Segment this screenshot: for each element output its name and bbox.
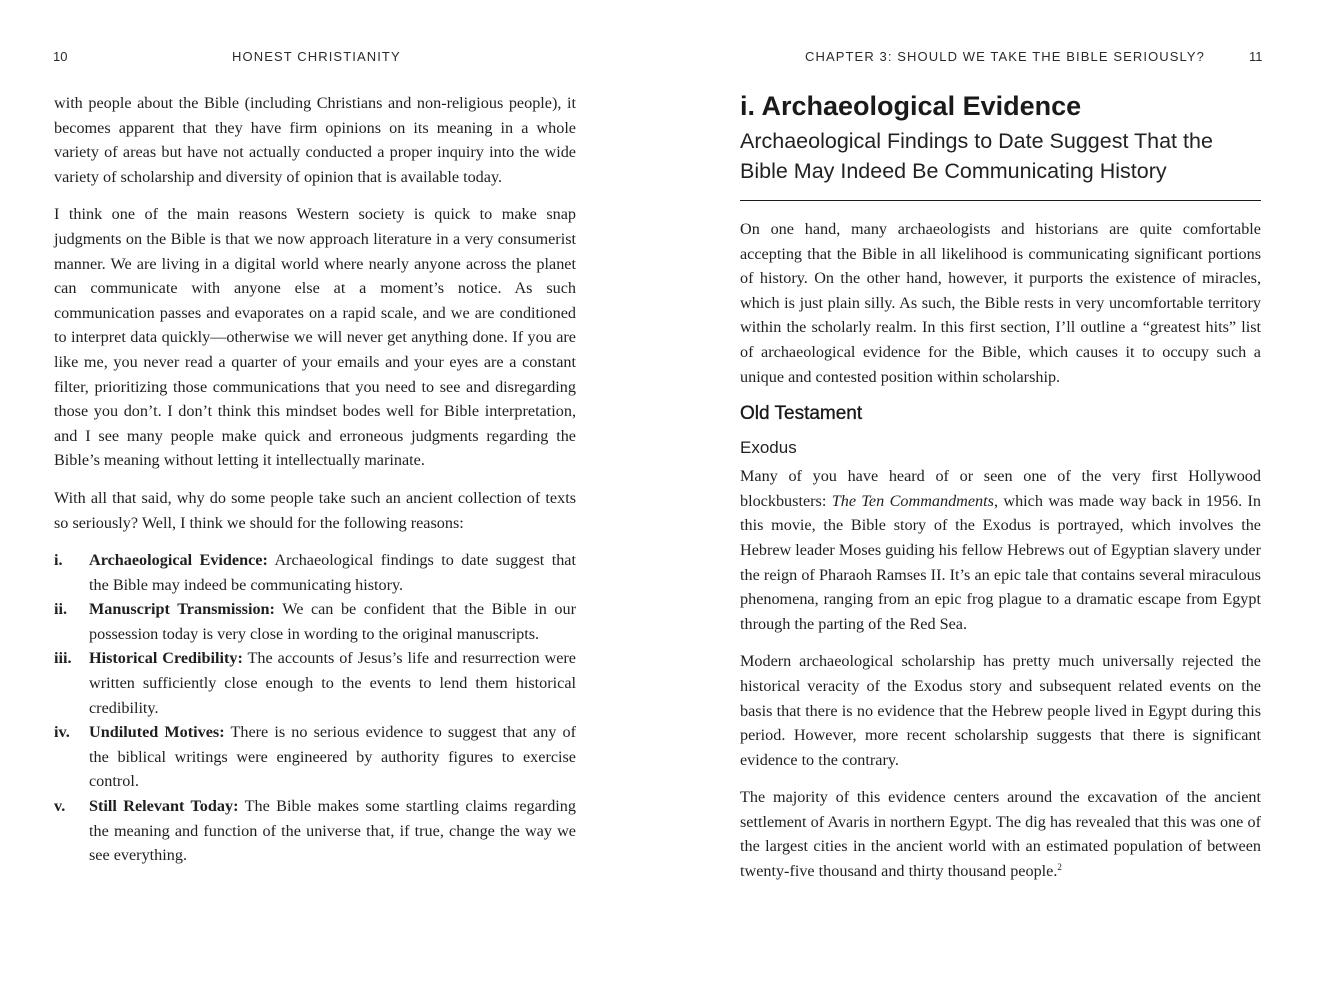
list-term: Archaeological Evidence: [89,551,268,570]
list-item [54,646,576,720]
list-numeral: v. [54,797,66,816]
list-numeral: iii. [54,649,72,668]
page-number: 11 [1249,49,1263,64]
right-page [658,0,1317,986]
list-term: Historical Credibility: [89,649,243,668]
paragraph: With all that said, why do some people take such an ancient collection of texts so seriously? Well, I think we should for the following reasons: [54,488,576,532]
list-item [54,548,576,597]
section-title: i. Archaeological Evidence [740,91,1082,121]
list-text: The accounts of Jesus’s life and resurrection were written sufficiently close enough to the events to lend them historical credibility. [89,649,576,717]
list-text: Archaeological findings to date suggest that the Bible may indeed be communicating history. [89,551,576,594]
footnote-marker[interactable]: 2 [1057,862,1062,873]
list-numeral: ii. [54,600,68,619]
intro-paragraph: On one hand, many archaeologists and historians are quite comfortable accepting that the Bible in all likelihood is communicating significant portions of history. On the other hand, however, it purports the existence of miracles, which is just plain silly. As such, the Bible rests in very uncomfortable territory within the scholarly realm. In this first section, I’ll outline a “greatest hits” list of archaeological evidence for the Bible, which causes it to occupy such a unique and contested position within scholarship. [740,220,1261,386]
list-term: Still Relevant Today: [89,797,239,816]
paragraph: I think one of the main reasons Western society is quick to make snap judgments on the Bible is that we now approach literature in a very consumerist manner. We are living in a digital world where nearly anyone across the planet can communicate with anyone else at a moment’s notice. As such communication passes and evaporates on a rapid scale, and we are conditioned to interpret data quickly—otherwise we will never get anything done. If you are like me, you never read a quarter of your emails and your eyes are a constant filter, prioritizing those communications that you need to see and disregarding those you don’t. I don’t think this mindset bodes well for Bible interpretation, and I see many people make quick and erroneous judgments regarding the Bible’s meaning without letting it intellectually marinate. [54,205,576,470]
list-numeral: iv. [54,723,70,742]
running-head-book-title: HONEST CHRISTIANITY [232,49,401,64]
list-item [54,720,576,794]
paragraph-text: Many of you have heard of or seen one of the very first Hollywood blockbusters: [740,467,1261,510]
subheading-old-testament: Old Testament [740,403,863,425]
divider [740,200,1261,201]
paragraph [740,785,1261,883]
list-term: Undiluted Motives: [89,723,225,742]
paragraph: Modern archaeological scholarship has pretty much universally rejected the historical veracity of the Exodus story and subsequent related events on the basis that there is no evidence that the Hebrew people lived in Egypt during this period. However, more recent scholarship suggests that there is significant evidence to the contrary. [740,652,1261,769]
list-term: Manuscript Transmission: [89,600,275,619]
list-text: We can be confident that the Bible in our possession today is very close in wording to the original manuscripts. [89,600,576,643]
running-head-chapter-title: CHAPTER 3: SHOULD WE TAKE THE BIBLE SERIOUSLY? [805,49,1206,64]
list-item [54,597,576,646]
paragraph-text: , which was made way back in 1956. In this movie, the Bible story of the Exodus is portrayed, which involves the Hebrew leader Moses guiding his fellow Hebrews out of Egyptian slavery under the reign of Pharaoh Ramses II. It’s an epic tale that contains several miraculous phenomena, ranging from an epic frog plague to a dramatic escape from Egypt through the parting of the Red Sea. [740,491,1262,633]
page-number: 10 [53,49,68,64]
reasons-list [54,548,576,868]
list-item [54,794,576,868]
section-subtitle: Archaeological Findings to Date Suggest That the Bible May Indeed Be Communicating History [740,129,1213,183]
right-body-text [740,88,1261,897]
paragraph: with people about the Bible (including Christians and non-religious people), it becomes apparent that they have firm opinions on its meaning in a whole variety of areas but have not actually conducted a proper inquiry into the wide variety of scholarship and diversity of opinion that is available today. [54,94,576,186]
list-numeral: i. [54,551,63,570]
list-text: The Bible makes some startling claims regarding the meaning and function of the universe that, if true, change the way we see everything. [89,797,576,865]
left-page [0,0,658,986]
subheading-exodus: Exodus [740,438,797,458]
left-body-text [54,91,576,868]
paragraph-text: The majority of this evidence centers around the excavation of the ancient settlement of Avaris in northern Egypt. The dig has revealed that this was one of the largest cities in the ancient world with an estimated population of between twenty-five thousand and thirty thousand people. [740,788,1261,881]
film-title: The Ten Commandments [831,491,994,510]
list-text: There is no serious evidence to suggest that any of the biblical writings were engineered by authority figures to exercise control. [89,723,576,791]
paragraph [740,464,1261,636]
